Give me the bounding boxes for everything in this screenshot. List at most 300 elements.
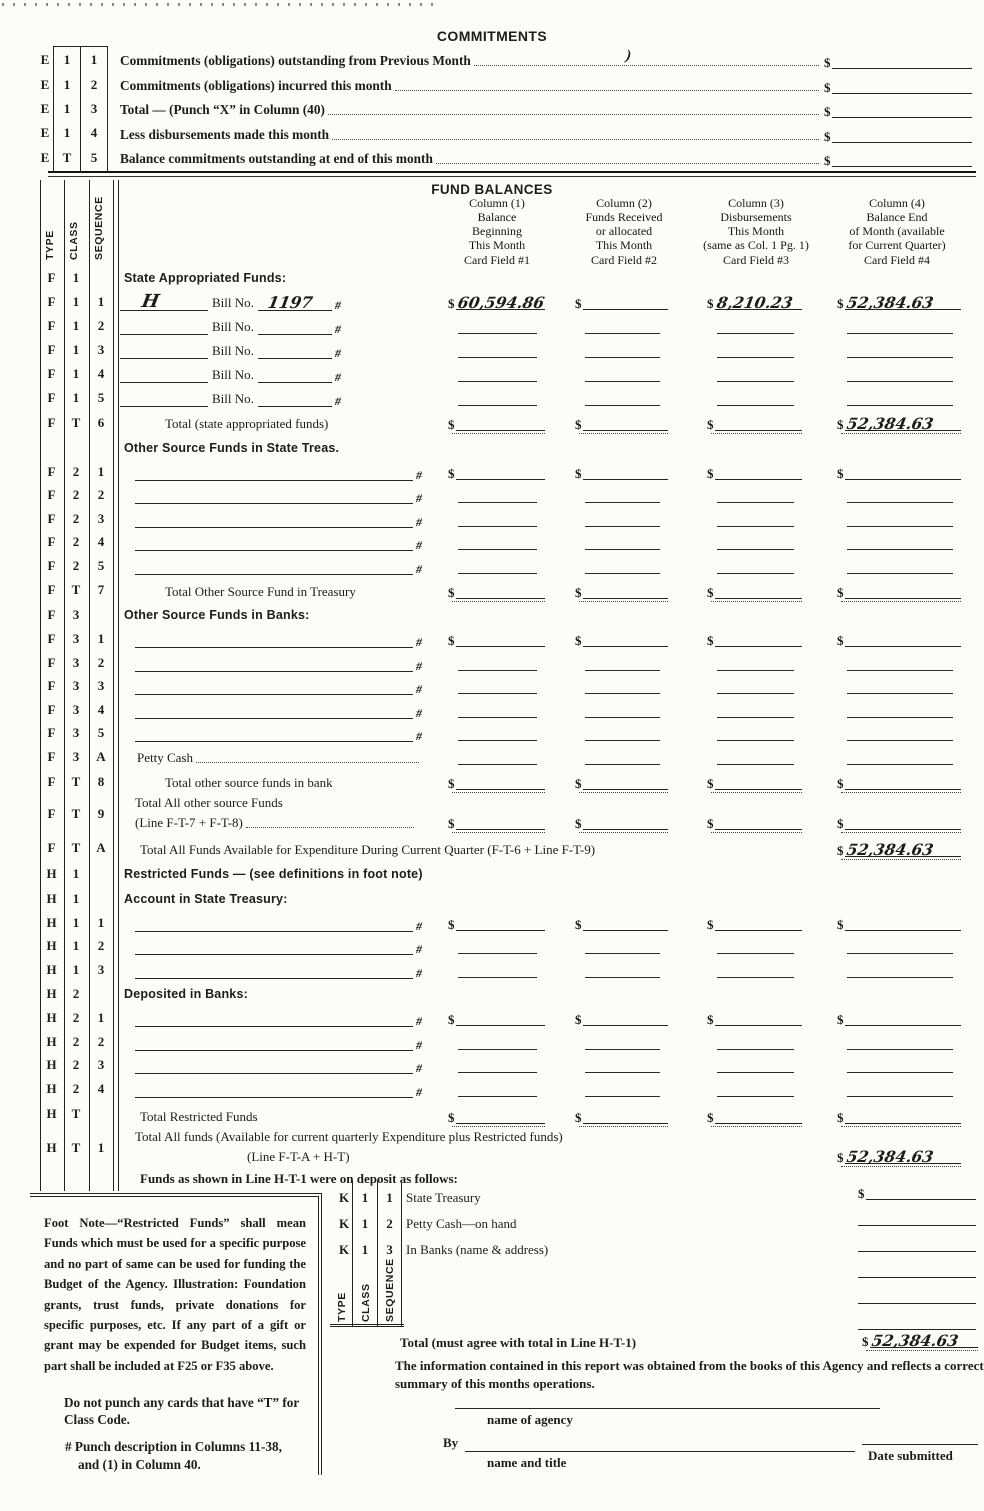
deposit-amount-cell <box>858 1252 976 1278</box>
blank-amount-line <box>717 539 794 550</box>
row-desc <box>120 460 422 481</box>
dollar-sign: $ <box>858 1186 865 1201</box>
punch-mark: # <box>416 918 422 933</box>
amount-cell <box>448 958 545 978</box>
amount-line <box>456 769 546 790</box>
amount-cell <box>448 410 545 431</box>
blank-amount-line <box>585 707 660 718</box>
sequence-code: 5 <box>97 390 105 405</box>
fb-row <box>0 362 984 386</box>
class-code: 2 <box>72 1080 80 1096</box>
bill-no-line <box>258 344 332 359</box>
commitment-row <box>0 48 984 72</box>
amount-cell <box>448 722 545 742</box>
row-subtext <box>135 815 417 831</box>
blank-amount-line <box>847 730 953 741</box>
row-text: Petty Cash <box>137 750 193 765</box>
amount-cell <box>707 1101 802 1124</box>
amount-line <box>715 460 803 480</box>
bill-no-label: Bill No. <box>212 391 254 406</box>
deposit-label: In Banks (name & address) <box>406 1242 549 1257</box>
class-code: 1 <box>72 938 80 954</box>
blank-amount-line <box>847 323 953 334</box>
dollar-sign: $ <box>707 916 714 932</box>
amount-cell <box>707 628 802 648</box>
dollar-sign: $ <box>837 816 844 831</box>
write-in-line <box>135 944 413 955</box>
class-code: T <box>71 414 81 430</box>
amount-cell <box>707 338 802 358</box>
amount-line <box>583 911 669 931</box>
handwritten-amount: 52,384.63 <box>844 840 935 859</box>
dollar-sign: $ <box>575 417 582 432</box>
type-code: E <box>40 52 50 68</box>
amount-cell <box>837 507 961 527</box>
class-code: 1 <box>72 342 80 357</box>
type-code: F <box>47 366 56 381</box>
blank-amount-line <box>717 1062 794 1073</box>
type-code: F <box>47 414 56 430</box>
dollar-sign: $ <box>575 296 582 311</box>
punch-mark: # <box>416 658 422 673</box>
amount-cell <box>707 554 802 574</box>
blank-amount-line <box>458 492 537 503</box>
row-label <box>120 72 822 93</box>
fb-row <box>0 745 984 769</box>
amount-cell <box>707 290 802 310</box>
amount-cell <box>707 935 802 955</box>
row-text: Total Restricted Funds <box>140 1108 258 1124</box>
class-code: T <box>71 1139 81 1155</box>
amount-cell <box>448 314 545 334</box>
type-code: F <box>47 463 56 479</box>
sequence-code: 1 <box>97 463 105 479</box>
amount-cell <box>837 628 961 648</box>
punch-mark: # <box>416 635 422 649</box>
class-code: 1 <box>361 1216 369 1231</box>
row-desc <box>120 507 422 528</box>
sequence-code: 4 <box>97 1080 105 1096</box>
k-rows <box>0 1185 600 1263</box>
column-header-line: Disbursements <box>720 210 792 225</box>
k-row <box>0 1211 600 1237</box>
type-code: E <box>40 125 50 141</box>
type-code: F <box>47 607 56 622</box>
type-code: H <box>46 865 57 881</box>
amount-cell <box>448 554 545 574</box>
stray-pen-mark: ) <box>624 47 633 65</box>
amount-cell <box>837 410 961 431</box>
dollar-sign: $ <box>575 633 582 648</box>
punch-mark: # <box>334 298 341 312</box>
type-code: H <box>46 1033 57 1049</box>
money-column-header <box>821 196 973 267</box>
amount-line <box>583 460 669 480</box>
fund-code-line <box>120 344 208 359</box>
row-desc <box>120 982 820 1007</box>
money-column-header <box>563 196 685 267</box>
blank-amount-line <box>585 323 660 334</box>
amount-cell <box>448 911 545 931</box>
amount-line <box>456 460 546 480</box>
amount-cell <box>837 578 961 599</box>
blank-amount-line <box>458 516 537 527</box>
amount-line <box>583 1101 669 1124</box>
row-text: Total All funds (Available for current quarterly Expenditure plus Restricted funds) <box>135 1128 563 1144</box>
amount-line <box>832 48 973 69</box>
class-code: T <box>71 582 81 597</box>
dollar-sign: $ <box>707 1109 714 1125</box>
amount-cell <box>707 410 802 431</box>
fb-row <box>0 1054 984 1078</box>
amount-cell <box>707 769 802 790</box>
dotted-leader <box>246 827 414 828</box>
blank-amount-line <box>458 1062 537 1073</box>
fb-row <box>0 769 984 794</box>
amount-cell <box>837 338 961 358</box>
amount-line <box>845 769 962 790</box>
dollar-sign: $ <box>707 296 714 311</box>
row-desc <box>120 603 820 628</box>
handwritten-amount: 52,384.63 <box>844 414 935 433</box>
amount-cell <box>707 1030 802 1050</box>
dollar-sign: $ <box>575 816 582 831</box>
dotted-leader <box>436 163 819 164</box>
amount-cell <box>448 1077 545 1097</box>
sequence-code: 1 <box>90 52 98 68</box>
class-code: 1 <box>63 52 71 68</box>
sequence-code: 1 <box>97 631 105 647</box>
amount-cell <box>837 651 961 671</box>
write-in-line <box>135 470 413 481</box>
blank-amount-line <box>847 371 953 382</box>
sequence-code: 5 <box>97 725 105 741</box>
k-table-bottom-border <box>330 1324 404 1327</box>
row-desc <box>120 958 422 979</box>
dollar-sign: $ <box>837 1149 844 1165</box>
handwritten-amount: 60,594.86 <box>455 293 546 312</box>
type-code: H <box>46 986 57 1001</box>
fb-row <box>0 410 984 435</box>
sequence-code: 3 <box>97 961 105 977</box>
amount-line <box>845 1128 962 1164</box>
class-code: 3 <box>72 678 80 694</box>
punch-mark: # <box>334 346 341 360</box>
amount-cell <box>824 121 972 142</box>
type-code: H <box>46 890 57 906</box>
dollar-sign: $ <box>824 128 831 144</box>
sequence-code: 3 <box>90 100 98 116</box>
fb-row <box>0 1077 984 1101</box>
bill-no-line <box>258 392 332 407</box>
sequence-code: 3 <box>386 1242 393 1257</box>
row-desc <box>120 554 422 575</box>
blank-deposit-line <box>858 1278 976 1304</box>
column-header-line: (same as Col. 1 Pg. 1) <box>703 238 809 253</box>
class-code: 1 <box>72 366 80 381</box>
amount-cell <box>837 698 961 718</box>
commitments-title: COMMITMENTS <box>436 28 548 44</box>
k-code-column-header: CLASS <box>360 1283 372 1322</box>
row-desc <box>120 1030 422 1051</box>
amount-cell <box>448 794 545 830</box>
amount-cell <box>824 72 972 93</box>
row-label-text: Commitments (obligations) outstanding from Previous Month <box>120 53 471 69</box>
amount-cell <box>448 362 545 382</box>
row-desc <box>120 698 422 719</box>
k-total-amount <box>862 1326 978 1348</box>
blank-amount-line <box>585 943 660 954</box>
amount-cell <box>837 769 961 790</box>
amount-cell <box>448 1054 545 1074</box>
amount-cell <box>707 531 802 551</box>
amount-cell <box>837 935 961 955</box>
fb-row <box>0 628 984 652</box>
sequence-code: 2 <box>97 1033 105 1049</box>
amount-line <box>583 794 669 830</box>
amount-cell <box>575 769 668 790</box>
dollar-sign: $ <box>824 152 831 168</box>
punch-mark: # <box>416 705 422 720</box>
class-code: 2 <box>72 986 80 1001</box>
blank-amount-line <box>458 754 537 765</box>
blank-amount-line <box>585 1062 660 1073</box>
fb-row <box>0 338 984 362</box>
blank-amount-line <box>458 539 537 550</box>
amount-cell <box>448 651 545 671</box>
column-header-line: Column (2) <box>596 196 652 210</box>
amount-cell <box>575 911 668 931</box>
amount-cell <box>824 48 972 69</box>
amount-cell <box>448 1101 545 1124</box>
blank-amount-line <box>458 347 537 358</box>
blank-amount-line <box>585 683 660 694</box>
row-desc <box>120 338 422 359</box>
footnote-note3 <box>65 1438 306 1472</box>
row-desc <box>120 675 422 696</box>
bill-no-line <box>258 293 332 312</box>
commitments-section <box>0 0 984 180</box>
fb-row <box>0 386 984 410</box>
punch-mark: # <box>416 682 422 696</box>
fb-row <box>0 722 984 746</box>
amount-cell <box>837 1101 961 1124</box>
amount-cell <box>448 1030 545 1050</box>
amount-cell <box>575 531 668 551</box>
dollar-sign: $ <box>837 776 844 791</box>
amount-cell <box>837 531 961 551</box>
amount-cell <box>707 958 802 978</box>
row-desc <box>120 1128 820 1165</box>
agency-signature-line <box>455 1408 880 1409</box>
amount-cell <box>575 651 668 671</box>
type-code: F <box>47 701 56 717</box>
row-desc <box>120 1101 450 1125</box>
row-label <box>120 146 822 167</box>
deposit-amount-cell <box>858 1226 976 1252</box>
row-desc <box>120 314 422 335</box>
fb-row <box>0 578 984 603</box>
dotted-leader <box>332 139 819 140</box>
blank-amount-line <box>585 1039 660 1050</box>
row-desc <box>120 531 422 552</box>
bill-no-label: Bill No. <box>212 295 254 310</box>
sequence-code: 1 <box>97 294 105 309</box>
type-code: F <box>47 269 56 285</box>
row-text: Total Other Source Fund in Treasury <box>165 583 356 599</box>
handwritten-amount: 52,384.63 <box>844 1146 935 1166</box>
amount-cell <box>707 722 802 742</box>
amount-line <box>870 1326 979 1348</box>
blank-amount-line <box>717 371 794 382</box>
write-in-line <box>135 493 413 504</box>
fb-row <box>0 1101 984 1128</box>
class-code: 2 <box>72 1057 80 1073</box>
amount-line <box>715 794 803 830</box>
class-code: 1 <box>72 961 80 977</box>
amount-cell <box>707 386 802 406</box>
punch-mark: # <box>65 1439 72 1455</box>
amount-line <box>583 410 669 431</box>
dollar-sign: $ <box>707 816 714 831</box>
blank-amount-line <box>847 754 953 765</box>
blank-amount-line <box>717 1039 794 1050</box>
deposit-amount-line <box>858 1226 976 1252</box>
class-code: 1 <box>72 865 80 881</box>
amount-cell <box>824 97 972 118</box>
row-desc <box>120 578 450 600</box>
fb-rows <box>0 265 984 1191</box>
amount-cell <box>837 1077 961 1097</box>
sequence-code: 6 <box>97 414 105 430</box>
amount-cell <box>837 794 961 830</box>
amount-cell <box>575 675 668 695</box>
class-code: 3 <box>72 701 80 717</box>
blank-amount-line <box>585 516 660 527</box>
class-code: 2 <box>72 510 80 526</box>
sequence-code <box>90 886 112 911</box>
blank-amount-line <box>847 1086 953 1097</box>
amount-line <box>456 410 546 431</box>
dollar-sign: $ <box>448 633 455 648</box>
note-text: Funds as shown in Line H-T-1 were on deposit as follows: <box>140 1171 458 1186</box>
amount-cell <box>448 578 545 599</box>
amount-cell <box>575 722 668 742</box>
row-desc <box>120 290 422 311</box>
fund-balances-title: FUND BALANCES <box>431 182 553 197</box>
blank-amount-line <box>458 323 537 334</box>
write-in-line <box>135 921 413 932</box>
blank-amount-line <box>847 492 953 503</box>
type-code: F <box>47 749 56 764</box>
type-code: F <box>47 557 56 573</box>
k-row <box>0 1237 600 1263</box>
code-column-header: CLASS <box>68 221 80 260</box>
amount-cell <box>707 675 802 695</box>
amount-line <box>456 1007 546 1027</box>
row-desc <box>120 628 422 649</box>
write-in-line <box>135 684 413 695</box>
amount-line <box>456 578 546 599</box>
sequence-code <box>90 861 112 886</box>
blank-amount-line <box>458 730 537 741</box>
blank-amount-line <box>717 754 794 765</box>
fb-row <box>0 698 984 722</box>
row-desc <box>120 1077 422 1098</box>
sequence-code: 1 <box>97 1139 105 1155</box>
commitment-row <box>0 72 984 96</box>
blank-amount-line <box>847 683 953 694</box>
class-code: 2 <box>72 557 80 573</box>
sequence-code: 4 <box>97 701 105 717</box>
dollar-sign: $ <box>862 1334 869 1349</box>
blank-amount-line <box>847 660 953 671</box>
by-signature-line <box>465 1451 855 1452</box>
class-code: 1 <box>72 294 80 309</box>
class-code: 1 <box>72 390 80 405</box>
punch-mark: # <box>334 394 341 408</box>
amount-cell <box>448 698 545 718</box>
blank-amount-line <box>585 967 660 978</box>
amount-cell <box>448 628 545 648</box>
fb-row <box>0 265 984 290</box>
row-label <box>120 48 822 69</box>
sequence-code: A <box>96 839 106 855</box>
row-desc <box>120 484 422 505</box>
section-heading: Restricted Funds — (see definitions in foot note) <box>124 866 423 881</box>
blank-amount-line <box>847 1039 953 1050</box>
amount-cell <box>837 911 961 931</box>
row-desc <box>120 362 422 383</box>
blank-amount-line <box>717 516 794 527</box>
footnote-note3-text: Punch description in Columns 11-38, and (1) in Column 40. <box>74 1439 282 1472</box>
dollar-sign: $ <box>448 916 455 932</box>
row-desc <box>120 651 422 672</box>
fb-row <box>0 794 984 834</box>
amount-line <box>832 146 973 167</box>
blank-amount-line <box>458 563 537 574</box>
type-code: F <box>47 582 56 597</box>
punch-mark: # <box>416 1061 422 1075</box>
amount-cell <box>575 290 668 310</box>
fb-row <box>0 982 984 1007</box>
amount-cell <box>837 745 961 765</box>
type-code: H <box>46 1139 57 1155</box>
bill-no-line <box>258 320 332 335</box>
amount-cell <box>575 628 668 648</box>
type-code: K <box>338 1216 350 1231</box>
column-header-line: Card Field #1 <box>464 252 530 267</box>
write-in-line <box>135 564 413 575</box>
amount-cell <box>575 338 668 358</box>
fund-code-line <box>120 392 208 407</box>
amount-line <box>456 1101 546 1124</box>
column-header-line: This Month <box>468 238 526 253</box>
amount-cell <box>448 507 545 527</box>
blank-amount-line <box>585 492 660 503</box>
type-code: F <box>47 773 56 789</box>
class-code: T <box>71 773 81 789</box>
amount-cell <box>707 1077 802 1097</box>
type-code <box>41 435 62 460</box>
amount-cell <box>448 1007 545 1027</box>
blank-amount-line <box>847 1062 953 1073</box>
column-header-line: Card Field #4 <box>864 252 930 267</box>
punch-mark: # <box>416 1014 422 1028</box>
class-code: 3 <box>72 749 80 764</box>
column-header-line: Balance End <box>866 210 928 225</box>
amount-line <box>715 578 803 599</box>
